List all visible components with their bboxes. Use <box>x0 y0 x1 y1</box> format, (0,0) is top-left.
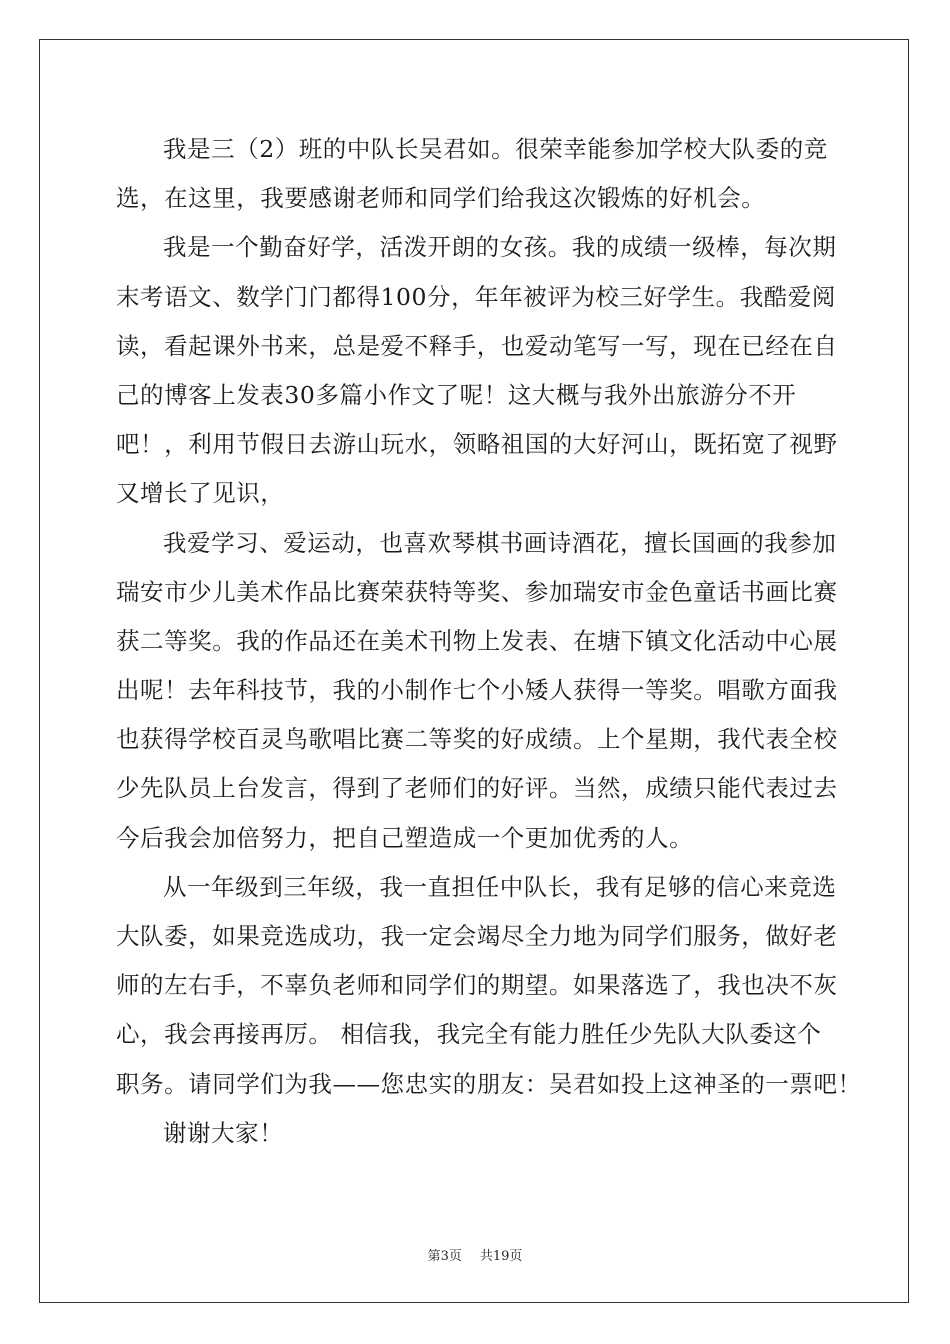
paragraph-3-line-3: 获二等奖。我的作品还在美术刊物上发表、在塘下镇文化活动中心展 <box>116 626 838 655</box>
paragraph-2-line-2: 末考语文、数学门门都得100分，年年被评为校三好学生。我酷爱阅 <box>116 282 836 311</box>
document-body <box>116 125 862 1158</box>
paragraph-4-line-1: 从一年级到三年级，我一直担任中队长，我有足够的信心来竞选 <box>163 872 837 901</box>
paragraph-4-line-5: 职务。请同学们为我——您忠实的朋友：吴君如投上这神圣的一票吧！ <box>116 1069 862 1098</box>
paragraph-4-line-3: 师的左右手，不辜负老师和同学们的期望。如果落选了，我也决不灰 <box>116 971 838 1000</box>
page-footer <box>0 1245 950 1264</box>
paragraph-1-line-1: 我是三（2）班的中队长吴君如。很荣幸能参加学校大队委的竞 <box>163 135 828 163</box>
paragraph-4-line-4: 心，我会再接再厉。 相信我，我完全有能力胜任少先队大队委这个 <box>116 1020 822 1049</box>
paragraph-3-line-6: 少先队员上台发言，得到了老师们的好评。当然，成绩只能代表过去 <box>116 774 838 803</box>
paragraph-3-line-5: 也获得学校百灵鸟歌唱比赛二等奖的好成绩。上个星期，我代表全校 <box>116 725 838 754</box>
total-pages: 共19页 <box>479 1249 523 1264</box>
paragraph-3-line-4: 出呢！去年科技节，我的小制作七个小矮人获得一等奖。唱歌方面我 <box>116 676 838 705</box>
paragraph-3-line-7: 今后我会加倍努力，把自己塑造成一个更加优秀的人。 <box>116 823 694 852</box>
paragraph-3-line-1: 我爱学习、爱运动，也喜欢琴棋书画诗酒花，擅长国画的我参加 <box>163 528 837 557</box>
page-number: 第3页 <box>427 1249 462 1264</box>
paragraph-2-line-3: 读，看起课外书来，总是爱不释手，也爱动笔写一写，现在已经在自 <box>116 331 838 360</box>
paragraph-5-line-1: 谢谢大家！ <box>163 1118 284 1147</box>
paragraph-2-line-6: 又增长了见识， <box>116 479 285 508</box>
paragraph-1-line-2: 选，在这里，我要感谢老师和同学们给我这次锻炼的好机会。 <box>116 184 766 213</box>
paragraph-3-line-2: 瑞安市少儿美术作品比赛荣获特等奖、参加瑞安市金色童话书画比赛 <box>116 577 838 606</box>
paragraph-2-line-4: 己的博客上发表30多篇小作文了呢！这大概与我外出旅游分不开 <box>116 380 797 409</box>
paragraph-4-line-2: 大队委，如果竞选成功，我一定会竭尽全力地为同学们服务，做好老 <box>116 922 838 950</box>
paragraph-2-line-5: 吧！，利用节假日去游山玩水，领略祖国的大好河山，既拓宽了视野 <box>116 430 838 459</box>
paragraph-2-line-1: 我是一个勤奋好学，活泼开朗的女孩。我的成绩一级棒，每次期 <box>163 233 837 262</box>
